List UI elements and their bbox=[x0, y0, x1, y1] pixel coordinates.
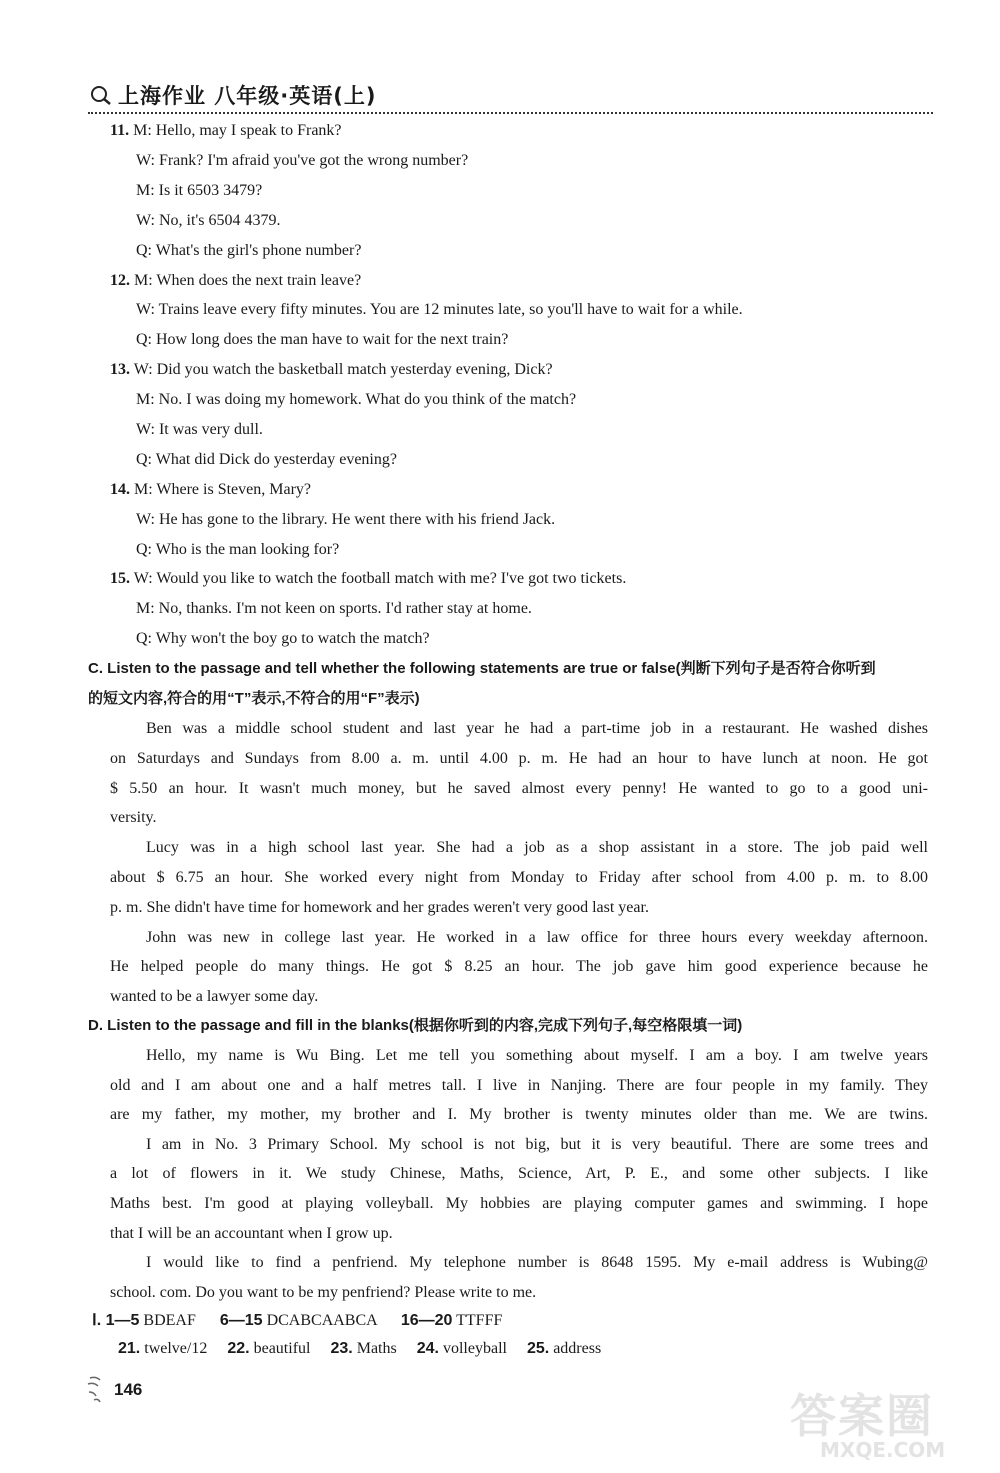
dialogue-line bbox=[136, 300, 743, 320]
speaker-label: W: bbox=[136, 301, 155, 318]
answer-value: TTFFF bbox=[456, 1312, 503, 1329]
dialogue-text: How long does the man have to wait for the next train? bbox=[156, 331, 509, 348]
speaker-label: Q: bbox=[136, 451, 152, 468]
passage-line: old and I am about one and a half metres tall. I live in Nanjing. There are four people in my family. They bbox=[110, 1077, 928, 1094]
answer-value: volleyball bbox=[442, 1340, 507, 1357]
answers-row-1 bbox=[92, 1310, 502, 1330]
answer-value: twelve/12 bbox=[144, 1340, 208, 1357]
speaker-label: M: bbox=[133, 122, 152, 139]
dialogue-text: No, it's 6504 4379. bbox=[158, 212, 281, 229]
speaker-label: W: bbox=[136, 152, 155, 169]
answer-label: 23. bbox=[330, 1340, 353, 1357]
speaker-label: W: bbox=[136, 212, 155, 229]
speaker-label: Q: bbox=[136, 242, 152, 259]
dialogue-line bbox=[136, 420, 263, 440]
dialogue-line bbox=[110, 569, 626, 589]
dialogue-text: What's the girl's phone number? bbox=[155, 242, 362, 259]
passage-line: versity. bbox=[110, 809, 157, 826]
passage-line: about $ 6.75 an hour. She worked every night from Monday to Friday after school from 4.00 p. m. to 8.00 bbox=[110, 869, 928, 886]
passage-line: $ 5.50 an hour. It wasn't much money, but he saved almost every penny! He wanted to go to a good uni- bbox=[110, 780, 928, 797]
dialogue-line bbox=[136, 510, 555, 530]
question-number: 13. bbox=[110, 361, 130, 378]
dialogue-line bbox=[136, 181, 262, 201]
dialogue-text: Is it 6503 3479? bbox=[158, 182, 263, 199]
section-c-title-line1: C. Listen to the passage and tell whether the following statements are true or false(判断下列句子是否符合你听到 bbox=[88, 660, 876, 677]
dialogue-line bbox=[136, 211, 281, 231]
magnifier-logo-icon bbox=[90, 84, 112, 106]
answer-label: 16—20 bbox=[400, 1312, 453, 1329]
question-number: 14. bbox=[110, 481, 130, 498]
section-d-title: D. Listen to the passage and fill in the blanks(根据你听到的内容,完成下列句子,每空格限填一词) bbox=[88, 1017, 743, 1034]
dialogue-line bbox=[136, 390, 576, 410]
passage-line: John was new in college last year. He worked in a law office for three hours every weekday afternoon. bbox=[146, 929, 928, 946]
answer-label: 24. bbox=[416, 1340, 439, 1357]
dialogue-line bbox=[136, 450, 397, 470]
dialogue-text: Who is the man looking for? bbox=[155, 541, 340, 558]
question-number: 15. bbox=[110, 570, 130, 587]
dialogue-text: No, thanks. I'm not keen on sports. I'd rather stay at home. bbox=[158, 600, 532, 617]
passage-line: a lot of flowers in it. We study Chinese, Maths, Science, Art, P. E., and some other subjects. I like bbox=[110, 1165, 928, 1182]
dialogue-line bbox=[110, 480, 311, 500]
dialogue-text: Why won't the boy go to watch the match? bbox=[155, 630, 430, 647]
passage-line: I am in No. 3 Primary School. My school is not big, but it is very beautiful. There are some trees and bbox=[146, 1136, 928, 1153]
dialogue-line bbox=[136, 540, 339, 560]
speaker-label: M: bbox=[136, 182, 155, 199]
passage-line: Lucy was in a high school last year. She had a job as a shop assistant in a store. The job paid well bbox=[146, 839, 928, 856]
passage-line: that I will be an accountant when I grow up. bbox=[110, 1225, 393, 1242]
speaker-label: W: bbox=[136, 421, 155, 438]
page-number: 146 bbox=[114, 1380, 143, 1399]
speaker-label: Q: bbox=[136, 630, 152, 647]
passage-line: He helped people do many things. He got $ 8.25 an hour. The job gave him good experience because he bbox=[110, 958, 928, 975]
page-corner-decoration-icon bbox=[86, 1372, 116, 1406]
dialogue-text: What did Dick do yesterday evening? bbox=[155, 451, 397, 468]
answer-label: 22. bbox=[227, 1340, 250, 1357]
watermark-logo: 答案圈 bbox=[790, 1389, 934, 1443]
dialogue-line bbox=[136, 151, 468, 171]
question-number: 11. bbox=[110, 122, 130, 139]
dialogue-line bbox=[136, 330, 508, 350]
passage-line: on Saturdays and Sundays from 8.00 a. m. until 4.00 p. m. He had an hour to have lunch at noon. He got bbox=[110, 750, 928, 767]
dialogue-line bbox=[110, 121, 342, 141]
dialogue-line bbox=[110, 360, 553, 380]
answers-row-2 bbox=[118, 1340, 601, 1358]
speaker-label: W: bbox=[133, 361, 153, 378]
dialogue-line bbox=[136, 629, 430, 649]
passage-line: Hello, my name is Wu Bing. Let me tell you something about myself. I am a boy. I am twelve years bbox=[146, 1047, 928, 1064]
watermark-url: MXQE.COM bbox=[820, 1438, 946, 1462]
watermark bbox=[790, 1380, 970, 1470]
answer-value: Maths bbox=[356, 1340, 397, 1357]
speaker-label: M: bbox=[136, 391, 155, 408]
dialogue-text: Where is Steven, Mary? bbox=[156, 481, 311, 498]
speaker-label: Q: bbox=[136, 331, 152, 348]
section-c-title-line2: 的短文内容,符合的用“T”表示,不符合的用“F”表示) bbox=[88, 690, 420, 707]
passage-line: p. m. She didn't have time for homework and her grades weren't very good last year. bbox=[110, 899, 649, 916]
speaker-label: M: bbox=[134, 272, 153, 289]
dialogue-text: When does the next train leave? bbox=[156, 272, 362, 289]
answer-value: address bbox=[553, 1340, 602, 1357]
passage-line: are my father, my mother, my brother and I. My brother is twenty minutes older than me. We are twins. bbox=[110, 1106, 928, 1123]
speaker-label: M: bbox=[134, 481, 153, 498]
answer-label: 21. bbox=[118, 1340, 141, 1357]
dialogue-text: He has gone to the library. He went there with his friend Jack. bbox=[158, 511, 556, 528]
passage-line: school. com. Do you want to be my penfriend? Please write to me. bbox=[110, 1284, 537, 1301]
answer-label: Ⅰ. 1—5 bbox=[92, 1312, 140, 1329]
dialogue-text: No. I was doing my homework. What do you think of the match? bbox=[158, 391, 577, 408]
dialogue-line bbox=[136, 241, 361, 261]
page-header bbox=[88, 78, 933, 114]
dialogue-line bbox=[136, 599, 532, 619]
passage-line: Ben was a middle school student and last year he had a part-time job in a restaurant. He washed dishes bbox=[146, 720, 928, 737]
answer-label: 6—15 bbox=[219, 1312, 263, 1329]
passage-line: wanted to be a lawyer some day. bbox=[110, 988, 319, 1005]
speaker-label: M: bbox=[136, 600, 155, 617]
speaker-label: W: bbox=[133, 570, 153, 587]
speaker-label: W: bbox=[136, 511, 155, 528]
dialogue-text: Did you watch the basketball match yesterday evening, Dick? bbox=[156, 361, 553, 378]
dialogue-text: It was very dull. bbox=[158, 421, 263, 438]
answer-value: beautiful bbox=[253, 1340, 311, 1357]
dialogue-text: Would you like to watch the football match with me? I've got two tickets. bbox=[156, 570, 627, 587]
answer-label: 25. bbox=[526, 1340, 550, 1357]
speaker-label: Q: bbox=[136, 541, 152, 558]
dialogue-text: Trains leave every fifty minutes. You are 12 minutes late, so you'll have to wait for a while. bbox=[158, 301, 743, 318]
question-number: 12. bbox=[110, 272, 130, 289]
answer-value: DCABCAABCA bbox=[266, 1312, 377, 1329]
dialogue-line bbox=[110, 271, 361, 291]
passage-line: I would like to find a penfriend. My telephone number is 8648 1595. My e-mail address is Wubing@ bbox=[146, 1254, 928, 1271]
dialogue-text: Hello, may I speak to Frank? bbox=[155, 122, 342, 139]
book-title: 上海作业 八年级·英语(上) bbox=[118, 84, 377, 108]
dialogue-text: Frank? I'm afraid you've got the wrong number? bbox=[158, 152, 469, 169]
passage-line: Maths best. I'm good at playing volleyball. My hobbies are playing computer games and swimming. I hope bbox=[110, 1195, 928, 1212]
answer-value: BDEAF bbox=[143, 1312, 196, 1329]
